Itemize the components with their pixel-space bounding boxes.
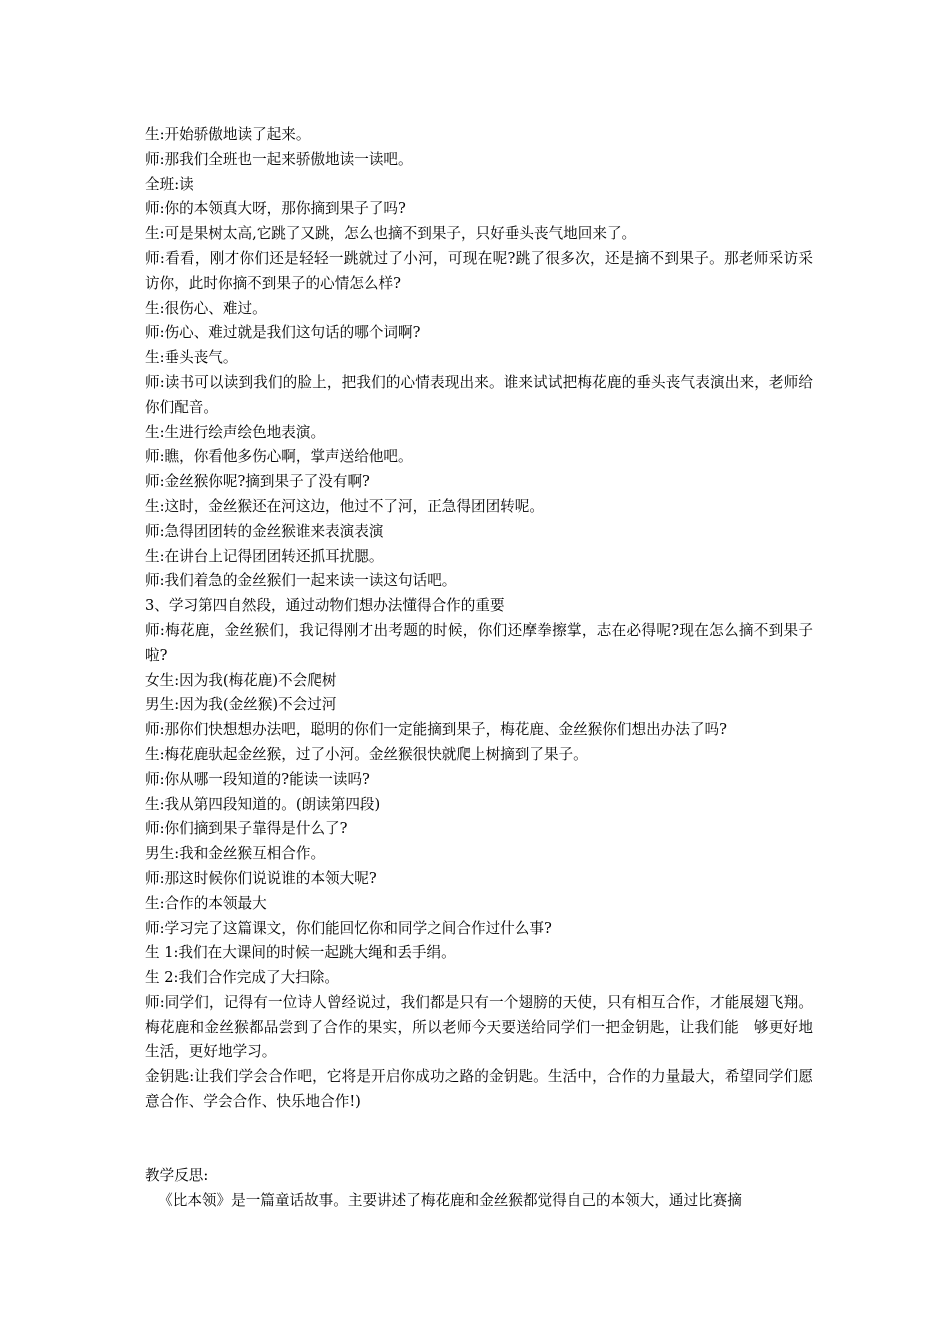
dialogue-line: 师:急得团团转的金丝猴谁来表演表演 [145,522,384,540]
dialogue-line: 师:读书可以读到我们的脸上，把我们的心情表现出来。谁来试试把梅花鹿的垂头丧气表演出来，老师给你们配音。 [145,373,813,416]
dialogue-line: 生 2:我们合作完成了大扫除。 [145,969,339,987]
dialogue-line: 全班:读 [145,175,194,193]
dialogue-line: 师:伤心、难过就是我们这句话的哪个词啊? [145,324,421,342]
dialogue-line: 师:金丝猴你呢?摘到果子了没有啊? [145,473,370,491]
dialogue-line: 师:看看，刚才你们还是轻轻一跳就过了小河，可现在呢?跳了很多次，还是摘不到果子。那老师采访采访你，此时你摘不到果子的心情怎么样? [145,249,813,292]
dialogue-line: 师:那你们快想想办法吧，聪明的你们一定能摘到果子，梅花鹿、金丝猴你们想出办法了吗? [145,721,727,739]
dialogue-line: 生:可是果树太高,它跳了又跳，怎么也摘不到果子，只好垂头丧气地回来了。 [145,225,637,243]
reflection-heading: 教学反思: [145,1167,209,1185]
dialogue-line: 师:学习完了这篇课文，你们能回忆你和同学之间合作过什么事? [145,919,552,937]
dialogue-line: 男生:我和金丝猴互相合作。 [145,845,326,863]
dialogue-line: 生:生进行绘声绘色地表演。 [145,423,326,441]
dialogue-line: 生:我从第四段知道的。(朗读第四段) [145,795,381,813]
dialogue-line: 师:你们摘到果子靠得是什么了? [145,820,348,838]
dialogue-line: 师:我们着急的金丝猴们一起来读一读这句话吧。 [145,572,457,590]
dialogue-line: 男生:因为我(金丝猴)不会过河 [145,696,337,714]
dialogue-line: 生:这时，金丝猴还在河这边，他过不了河，正急得团团转呢。 [145,497,544,515]
dialogue-line: 金钥匙:让我们学会合作吧，它将是开启你成功之路的金钥匙。生活中，合作的力量最大，希望同学们愿意合作、学会合作、快乐地合作!) [145,1068,813,1111]
document-page [145,123,813,1214]
dialogue-line: 师:那这时候你们说说谁的本领大呢? [145,869,377,887]
dialogue-line: 生:很伤心、难过。 [145,299,267,317]
dialogue-line: 生:垂头丧气。 [145,349,238,367]
dialogue-line: 师:梅花鹿，金丝猴们，我记得刚才出考题的时候，你们还摩拳擦掌，志在必得呢?现在怎么摘不到果子啦? [145,621,813,664]
dialogue-line: 生:合作的本领最大 [145,894,267,912]
dialogue-line: 女生:因为我(梅花鹿)不会爬树 [145,671,337,689]
section-gap [145,1115,813,1165]
dialogue-line: 师:那我们全班也一起来骄傲地读一读吧。 [145,150,413,168]
dialogue-line: 生:梅花鹿驮起金丝猴，过了小河。金丝猴很快就爬上树摘到了果子。 [145,745,588,763]
dialogue-line: 3、学习第四自然段，通过动物们想办法懂得合作的重要 [145,597,505,615]
dialogue-line: 生:在讲台上记得团团转还抓耳扰腮。 [145,547,384,565]
reflection-paragraph: 《比本领》是一篇童话故事。主要讲述了梅花鹿和金丝猴都觉得自己的本领大，通过比赛摘 [158,1192,742,1210]
dialogue-line: 师:你从哪一段知道的?能读一读吗? [145,770,370,788]
dialogue-line: 生:开始骄傲地读了起来。 [145,126,311,143]
dialogue-line: 师:你的本领真大呀，那你摘到果子了吗? [145,200,406,218]
dialogue-body [145,123,813,1115]
dialogue-line: 生 1:我们在大课间的时候一起跳大绳和丢手绢。 [145,944,456,962]
dialogue-line: 师:瞧，你看他多伤心啊，掌声送给他吧。 [145,448,413,466]
dialogue-line: 师:同学们，记得有一位诗人曾经说过，我们都是只有一个翅膀的天使，只有相互合作，才能展翅飞翔。梅花鹿和金丝猴都品尝到了合作的果实，所以老师今天要送给同学们一把金钥匙，让我们能 够更好地生活，更好地学习。 [145,993,813,1061]
